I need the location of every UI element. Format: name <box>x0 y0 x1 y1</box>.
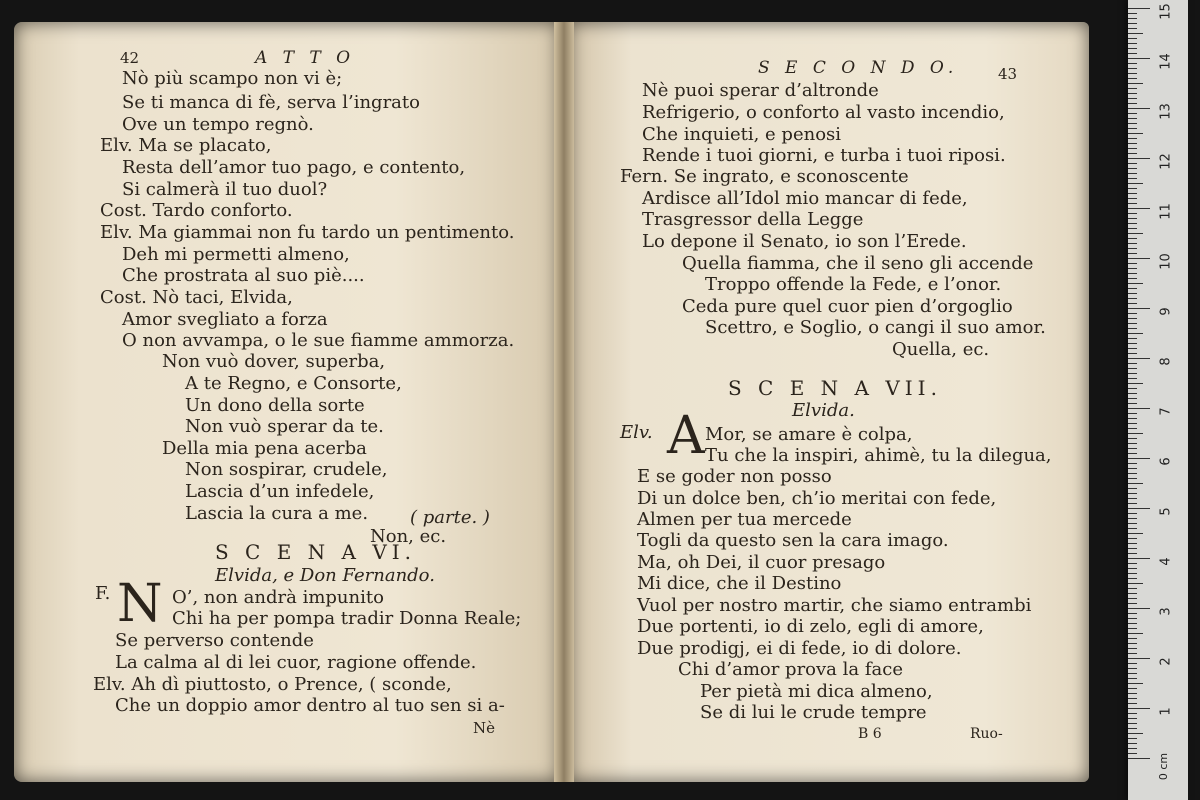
ruler-tick <box>1128 553 1137 554</box>
ruler-tick <box>1128 168 1137 169</box>
ruler-tick <box>1128 623 1137 624</box>
catchword: Ruo- <box>970 726 1003 742</box>
text-line: Elv. Ma giammai non fu tardo un pentimento. <box>100 222 515 243</box>
text-line: Se ti manca di fè, serva l’ingrato <box>122 92 420 113</box>
ruler-tick <box>1128 418 1137 419</box>
ruler-tick <box>1128 103 1137 104</box>
ruler-tick <box>1128 718 1137 719</box>
text-line: Non vuò sperar da te. <box>185 416 384 437</box>
ruler-tick <box>1128 668 1137 669</box>
text-line: Se di lui le crude tempre <box>700 702 927 723</box>
ruler-tick <box>1128 588 1137 589</box>
ruler-tick <box>1128 728 1137 729</box>
catchword: Nè <box>473 719 496 737</box>
ruler-number: 2 <box>1158 657 1174 666</box>
text-line: Lo depone il Senato, io son l’Erede. <box>642 231 967 252</box>
ruler-number: 12 <box>1158 153 1174 170</box>
text-line: Nè puoi sperar d’altronde <box>642 80 879 101</box>
text-line: Un dono della sorte <box>185 395 365 416</box>
ruler-tick <box>1128 658 1150 659</box>
ruler-tick <box>1128 63 1137 64</box>
text-line: Non vuò dover, superba, <box>162 351 386 372</box>
ruler-tick <box>1128 758 1150 759</box>
ruler-tick <box>1128 208 1150 209</box>
ruler-tick <box>1128 748 1137 749</box>
ruler-tick <box>1128 263 1137 264</box>
ruler-tick <box>1128 48 1137 49</box>
ruler-tick <box>1128 238 1137 239</box>
ruler-tick <box>1128 253 1137 254</box>
ruler-tick <box>1128 33 1143 34</box>
scene-characters: Elvida, e Don Fernando. <box>215 565 435 586</box>
text-line: Lascia d’un infedele, <box>185 481 375 502</box>
ruler-tick <box>1128 338 1137 339</box>
ruler-tick <box>1128 528 1137 529</box>
text-line: Se perverso contende <box>115 630 314 651</box>
ruler-tick <box>1128 493 1137 494</box>
stage-direction: ( parte. ) <box>410 507 490 528</box>
ruler-tick <box>1128 123 1137 124</box>
ruler-tick <box>1128 523 1137 524</box>
right-running-head: S E C O N D O. <box>758 58 959 78</box>
ruler-tick <box>1128 213 1137 214</box>
ruler-tick <box>1128 198 1137 199</box>
text-line: Per pietà mi dica almeno, <box>700 681 933 702</box>
ruler-tick <box>1128 583 1143 584</box>
ruler-tick <box>1128 468 1137 469</box>
ruler-tick <box>1128 463 1137 464</box>
scene-characters: Elvida. <box>792 400 855 421</box>
text-line: Amor svegliato a forza <box>122 309 328 330</box>
ruler-tick <box>1128 133 1143 134</box>
ruler-tick <box>1128 618 1137 619</box>
ruler-tick <box>1128 698 1137 699</box>
ruler-tick <box>1128 643 1137 644</box>
ruler-tick <box>1128 633 1143 634</box>
ruler-tick <box>1128 653 1137 654</box>
ruler-number: 6 <box>1158 457 1174 466</box>
ruler-tick <box>1128 538 1137 539</box>
ruler-tick <box>1128 603 1137 604</box>
ruler-tick <box>1128 753 1137 754</box>
text-line: Della mia pena acerba <box>162 438 367 459</box>
text-line: Due prodigj, ei di fede, io di dolore. <box>637 638 962 659</box>
ruler-tick <box>1128 688 1137 689</box>
book-gutter <box>554 22 574 782</box>
ruler-tick <box>1128 223 1137 224</box>
text-line: Resta dell’amor tuo pago, e contento, <box>122 157 466 178</box>
ruler-tick <box>1128 598 1137 599</box>
text-line: Nò più scampo non vi è; <box>122 68 343 89</box>
ruler-tick <box>1128 328 1137 329</box>
text-line: Chi ha per pompa tradir Donna Reale; <box>172 608 522 629</box>
ruler-tick <box>1128 193 1137 194</box>
ruler-tick <box>1128 243 1137 244</box>
ruler-tick <box>1128 18 1137 19</box>
ruler-tick <box>1128 13 1137 14</box>
ruler-tick <box>1128 393 1137 394</box>
ruler-tick <box>1128 188 1137 189</box>
ruler-number: 3 <box>1158 607 1174 616</box>
ruler-tick <box>1128 58 1150 59</box>
ruler-tick <box>1128 503 1137 504</box>
ruler-tick <box>1128 218 1137 219</box>
ruler-tick <box>1128 358 1150 359</box>
ruler-tick <box>1128 378 1137 379</box>
ruler-tick <box>1128 593 1137 594</box>
ruler-tick <box>1128 283 1143 284</box>
text-line: Quella, ec. <box>892 339 990 360</box>
ruler-tick <box>1128 743 1137 744</box>
ruler-tick <box>1128 613 1137 614</box>
ruler-tick <box>1128 703 1137 704</box>
ruler-tick <box>1128 713 1137 714</box>
ruler-tick <box>1128 278 1137 279</box>
ruler-tick <box>1128 438 1137 439</box>
text-line: Ceda pure quel cuor pien d’orgoglio <box>682 296 1013 317</box>
ruler-tick <box>1128 288 1137 289</box>
ruler-tick <box>1128 323 1137 324</box>
ruler-tick <box>1128 638 1137 639</box>
ruler-tick <box>1128 148 1137 149</box>
ruler-number: 5 <box>1158 507 1174 516</box>
ruler-tick <box>1128 298 1137 299</box>
ruler-tick <box>1128 458 1150 459</box>
ruler-tick <box>1128 453 1137 454</box>
ruler-tick <box>1128 363 1137 364</box>
ruler-number: 1 <box>1158 707 1174 716</box>
ruler-tick <box>1128 313 1137 314</box>
ruler-tick <box>1128 158 1150 159</box>
ruler-tick <box>1128 118 1137 119</box>
text-line: Non, ec. <box>370 526 447 547</box>
ruler-number: 7 <box>1158 407 1174 416</box>
ruler-unit-label: 0 cm <box>1157 752 1171 781</box>
ruler-tick <box>1128 128 1137 129</box>
ruler-number: 8 <box>1158 357 1174 366</box>
speaker-label: F. <box>95 583 111 604</box>
text-line: Togli da questo sen la cara imago. <box>637 530 949 551</box>
measuring-ruler <box>1128 0 1188 800</box>
ruler-tick <box>1128 73 1137 74</box>
scene-title: S C E N A VII. <box>728 376 942 400</box>
text-line: Trasgressor della Legge <box>642 209 864 230</box>
ruler-tick <box>1128 83 1143 84</box>
ruler-tick <box>1128 258 1150 259</box>
ruler-tick <box>1128 733 1143 734</box>
ruler-tick <box>1128 143 1137 144</box>
ruler-tick <box>1128 53 1137 54</box>
text-line: Fern. Se ingrato, e sconoscente <box>620 166 909 187</box>
ruler-tick <box>1128 228 1137 229</box>
ruler-tick <box>1128 508 1150 509</box>
ruler-tick <box>1128 608 1150 609</box>
text-line: Ove un tempo regnò. <box>122 114 314 135</box>
text-line: La calma al di lei cuor, ragione offende. <box>115 652 477 673</box>
ruler-tick <box>1128 408 1150 409</box>
ruler-tick <box>1128 333 1143 334</box>
text-line: Si calmerà il tuo duol? <box>122 179 328 200</box>
ruler-tick <box>1128 68 1137 69</box>
ruler-tick <box>1128 413 1137 414</box>
right-page-number: 43 <box>998 65 1018 83</box>
scene-title: S C E N A VI. <box>215 540 417 564</box>
signature-mark: B 6 <box>858 726 882 742</box>
ruler-tick <box>1128 183 1143 184</box>
ruler-tick <box>1128 628 1137 629</box>
ruler-tick <box>1128 178 1137 179</box>
text-line: A te Regno, e Consorte, <box>185 373 402 394</box>
text-line: Non sospirar, crudele, <box>185 459 388 480</box>
ruler-tick <box>1128 273 1137 274</box>
ruler-tick <box>1128 163 1137 164</box>
ruler-tick <box>1128 488 1137 489</box>
text-line: Scettro, e Soglio, o cangi il suo amor. <box>705 317 1046 338</box>
ruler-tick <box>1128 78 1137 79</box>
ruler-tick <box>1128 478 1137 479</box>
ruler-tick <box>1128 373 1137 374</box>
ruler-tick <box>1128 293 1137 294</box>
ruler-tick <box>1128 388 1137 389</box>
ruler-tick <box>1128 398 1137 399</box>
drop-cap: A <box>667 406 705 466</box>
ruler-tick <box>1128 113 1137 114</box>
ruler-tick <box>1128 563 1137 564</box>
drop-cap: N <box>117 574 163 634</box>
ruler-tick <box>1128 673 1137 674</box>
ruler-tick <box>1128 498 1137 499</box>
ruler-number: 9 <box>1158 307 1174 316</box>
ruler-tick <box>1128 343 1137 344</box>
ruler-tick <box>1128 348 1137 349</box>
ruler-tick <box>1128 693 1137 694</box>
ruler-tick <box>1128 648 1137 649</box>
text-line: Troppo offende la Fede, e l’onor. <box>705 274 1002 295</box>
text-line: O’, non andrà impunito <box>172 587 384 608</box>
ruler-tick <box>1128 88 1137 89</box>
text-line: Cost. Nò taci, Elvida, <box>100 287 293 308</box>
ruler-tick <box>1128 428 1137 429</box>
ruler-tick <box>1128 573 1137 574</box>
ruler-tick <box>1128 203 1137 204</box>
ruler-tick <box>1128 303 1137 304</box>
ruler-number: 13 <box>1158 103 1174 120</box>
text-line: Di un dolce ben, ch’io meritai con fede, <box>637 488 997 509</box>
ruler-tick <box>1128 723 1137 724</box>
ruler-tick <box>1128 558 1150 559</box>
ruler-tick <box>1128 683 1143 684</box>
ruler-tick <box>1128 98 1137 99</box>
text-line: Lascia la cura a me. <box>185 503 369 524</box>
ruler-tick <box>1128 368 1137 369</box>
ruler-tick <box>1128 43 1137 44</box>
ruler-tick <box>1128 568 1137 569</box>
ruler-tick <box>1128 38 1137 39</box>
text-line: Ma, oh Dei, il cuor presago <box>637 552 886 573</box>
ruler-tick <box>1128 403 1137 404</box>
text-line: Rende i tuoi giorni, e turba i tuoi riposi. <box>642 145 1006 166</box>
ruler-number: 15 <box>1158 3 1174 20</box>
ruler-tick <box>1128 443 1137 444</box>
ruler-tick <box>1128 108 1150 109</box>
text-line: Mor, se amare è colpa, <box>705 424 913 445</box>
ruler-tick <box>1128 533 1143 534</box>
ruler-tick <box>1128 268 1137 269</box>
ruler-tick <box>1128 383 1143 384</box>
ruler-tick <box>1128 28 1137 29</box>
ruler-tick <box>1128 548 1137 549</box>
ruler-tick <box>1128 578 1137 579</box>
ruler-tick <box>1128 513 1137 514</box>
ruler-tick <box>1128 138 1137 139</box>
ruler-tick <box>1128 93 1137 94</box>
ruler-number: 11 <box>1158 203 1174 220</box>
text-line: Che inquieti, e penosi <box>642 124 842 145</box>
left-running-head: A T T O <box>255 48 356 68</box>
text-line: Elv. Ma se placato, <box>100 135 272 156</box>
ruler-tick <box>1128 8 1150 9</box>
ruler-tick <box>1128 248 1137 249</box>
text-line: Mi dice, che il Destino <box>637 573 842 594</box>
text-line: Almen per tua mercede <box>637 509 852 530</box>
text-line: E se goder non posso <box>637 466 832 487</box>
ruler-number: 14 <box>1158 53 1174 70</box>
ruler-tick <box>1128 173 1137 174</box>
text-line: Vuol per nostro martir, che siamo entrambi <box>637 595 1032 616</box>
text-line: Refrigerio, o conforto al vasto incendio, <box>642 102 1005 123</box>
text-line: Elv. Ah dì piuttosto, o Prence, ( sconde, <box>93 674 452 695</box>
ruler-tick <box>1128 678 1137 679</box>
ruler-tick <box>1128 433 1143 434</box>
ruler-tick <box>1128 708 1150 709</box>
text-line: Che prostrata al suo piè.... <box>122 265 365 286</box>
ruler-number: 10 <box>1158 253 1174 270</box>
ruler-tick <box>1128 153 1137 154</box>
text-line: Ardisce all’Idol mio mancar di fede, <box>642 188 968 209</box>
left-page-number: 42 <box>120 49 140 67</box>
ruler-tick <box>1128 423 1137 424</box>
ruler-tick <box>1128 473 1137 474</box>
text-line: Tu che la inspiri, ahimè, tu la dilegua, <box>705 445 1052 466</box>
ruler-number: 4 <box>1158 557 1174 566</box>
ruler-tick <box>1128 233 1143 234</box>
ruler-tick <box>1128 543 1137 544</box>
ruler-tick <box>1128 448 1137 449</box>
text-line: O non avvampa, o le sue fiamme ammorza. <box>122 330 515 351</box>
ruler-tick <box>1128 738 1137 739</box>
ruler-tick <box>1128 308 1150 309</box>
ruler-tick <box>1128 23 1137 24</box>
ruler-tick <box>1128 518 1137 519</box>
ruler-tick <box>1128 353 1137 354</box>
text-line: Due portenti, io di zelo, egli di amore, <box>637 616 984 637</box>
text-line: Quella fiamma, che il seno gli accende <box>682 253 1034 274</box>
speaker-label: Elv. <box>620 422 653 443</box>
ruler-tick <box>1128 663 1137 664</box>
ruler-tick <box>1128 483 1143 484</box>
text-line: Che un doppio amor dentro al tuo sen si a- <box>115 695 505 716</box>
text-line: Deh mi permetti almeno, <box>122 244 350 265</box>
text-line: Chi d’amor prova la face <box>678 659 903 680</box>
ruler-tick <box>1128 318 1137 319</box>
text-line: Cost. Tardo conforto. <box>100 200 293 221</box>
